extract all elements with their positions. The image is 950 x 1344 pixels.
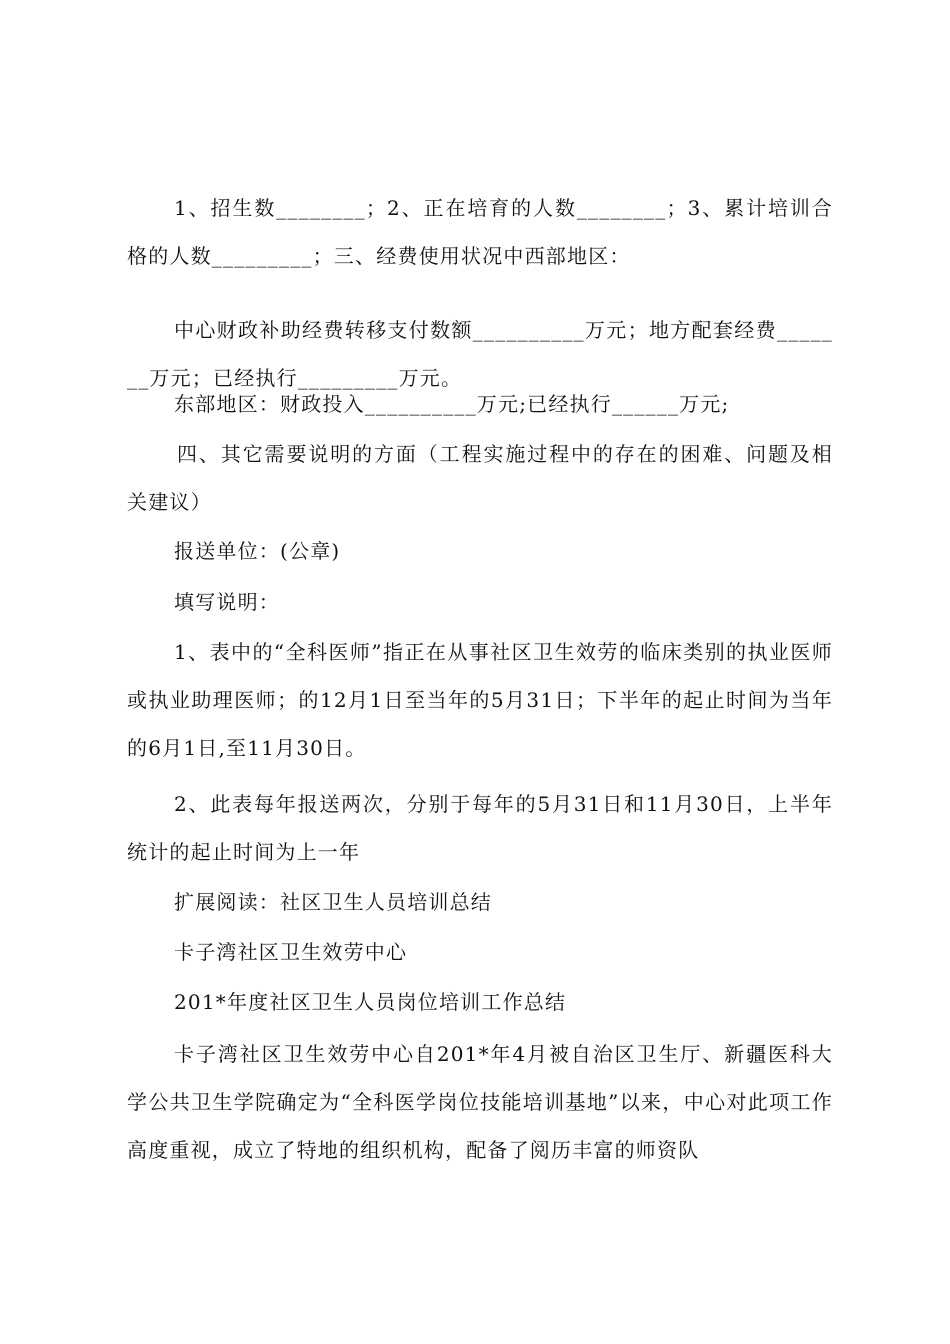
- paragraph-enrollment-stats: 1、招生数________；2、正在培育的人数________；3、累计培训合格的人数_________；三、经费使用状况中西部地区：: [127, 196, 833, 268]
- paragraph-center-name: 卡子湾社区卫生效劳中心: [174, 940, 408, 964]
- paragraph-instruction-1: 1、表中的“全科医师”指正在从事社区卫生效劳的临床类别的执业医师或执业助理医师；的12月1日至当年的5月31日；下半年的起止时间为当年的6月1日,至11月30日。: [127, 640, 833, 760]
- paragraph-other-notes: 四、其它需要说明的方面（工程实施过程中的存在的困难、问题及相关建议）: [127, 442, 833, 514]
- paragraph-extended-reading: 扩展阅读：社区卫生人员培训总结: [174, 890, 492, 914]
- paragraph-central-funding: 中心财政补助经费转移支付数额__________万元；地方配套经费_______万元；已经执行_________万元。: [127, 318, 833, 390]
- paragraph-eastern-region: 东部地区：财政投入__________万元;已经执行______万元;: [174, 392, 730, 416]
- paragraph-instruction-2: 2、此表每年报送两次，分别于每年的5月31日和11月30日，上半年统计的起止时间为上一年: [127, 792, 833, 864]
- paragraph-filling-instructions-heading: 填写说明：: [174, 590, 280, 614]
- paragraph-summary-title: 201*年度社区卫生人员岗位培训工作总结: [174, 990, 567, 1014]
- paragraph-reporting-unit: 报送单位：(公章): [174, 539, 341, 563]
- paragraph-summary-body: 卡子湾社区卫生效劳中心自201*年4月被自治区卫生厅、新疆医科大学公共卫生学院确定为“全科医学岗位技能培训基地”以来，中心对此项工作高度重视，成立了特地的组织机构，配备了阅历丰富的师资队: [127, 1042, 833, 1162]
